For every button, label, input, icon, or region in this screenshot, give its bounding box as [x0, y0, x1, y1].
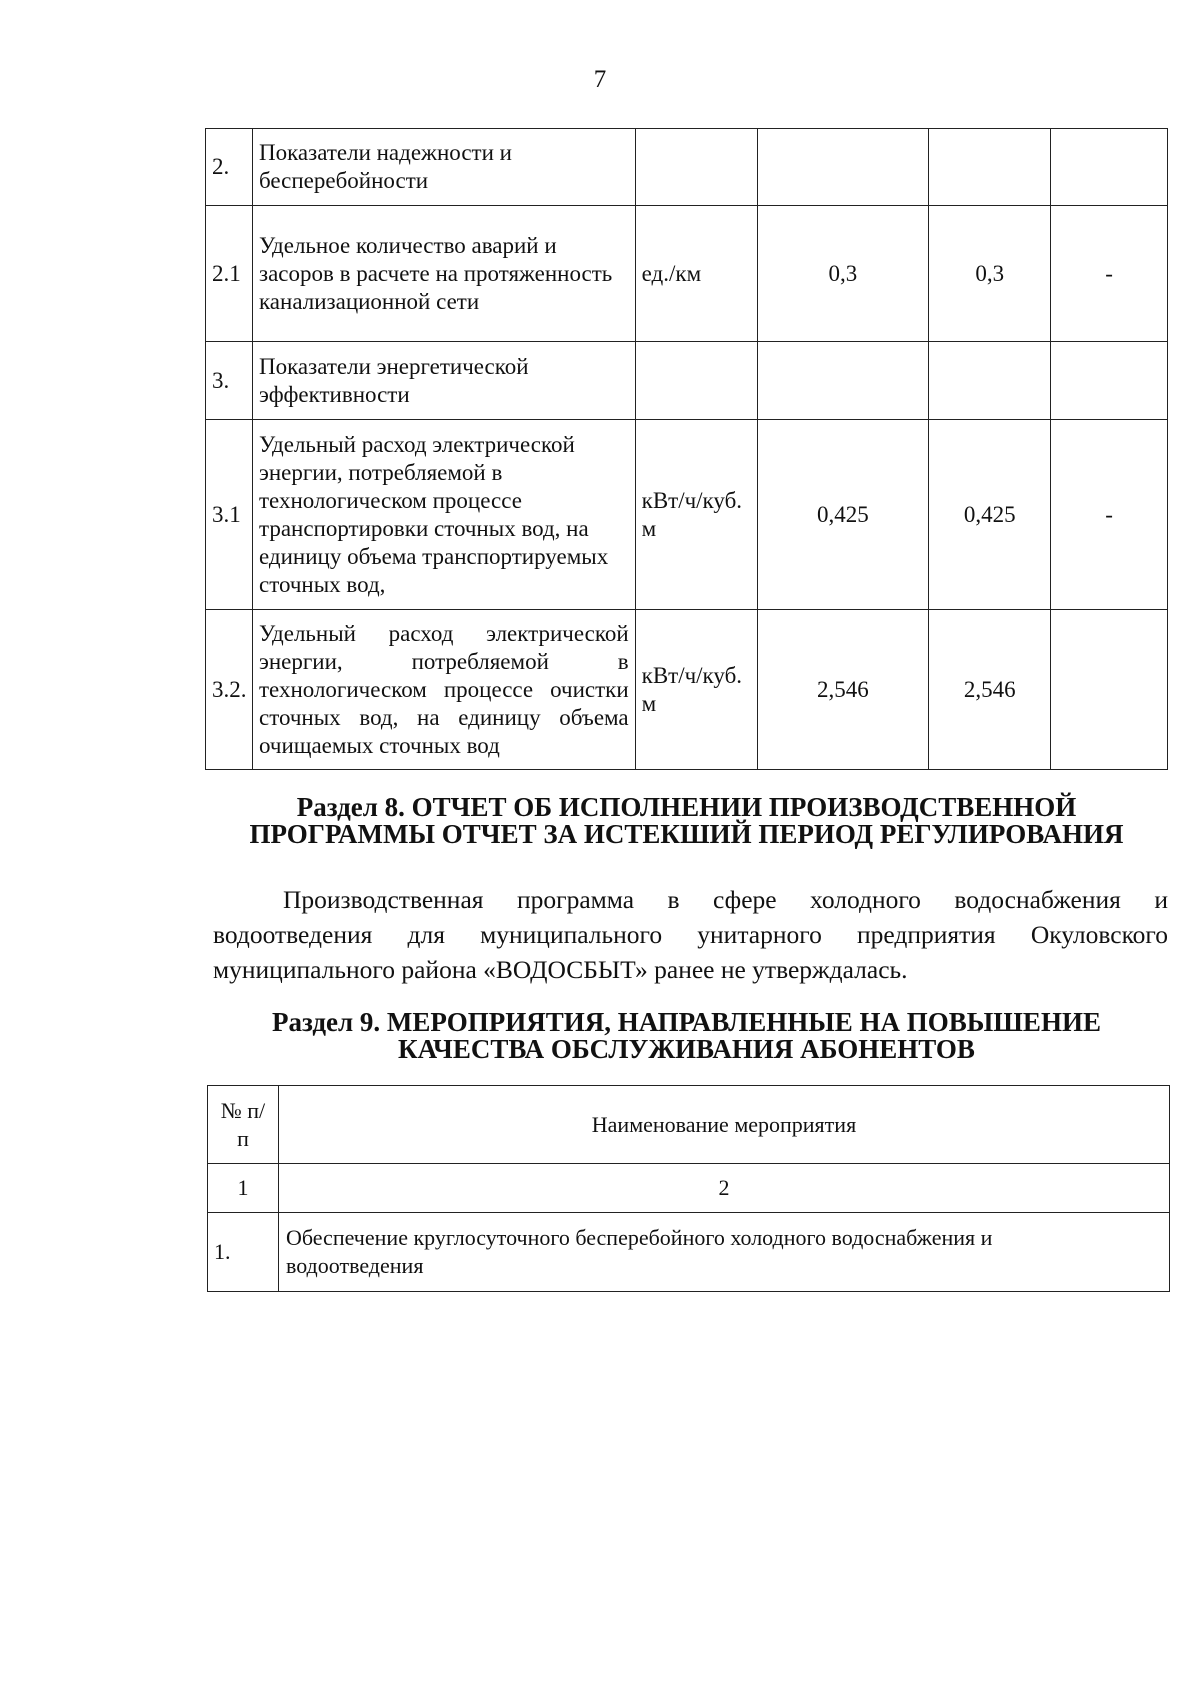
column-header-name: Наименование мероприятия — [278, 1086, 1169, 1164]
row-number: 3. — [206, 342, 253, 420]
indicator-value-2: 0,425 — [929, 420, 1051, 610]
table-row — [206, 342, 1168, 420]
indicator-unit: кВт/ч/куб. м — [635, 420, 757, 610]
column-index-name: 2 — [278, 1164, 1169, 1213]
indicator-value-3: - — [1051, 206, 1168, 342]
indicator-unit — [635, 129, 757, 206]
indicator-value-3 — [1051, 342, 1168, 420]
indicator-name: Показатели энергетической эффективности — [252, 342, 635, 420]
indicator-value-1 — [757, 342, 929, 420]
indicator-unit: ед./км — [635, 206, 757, 342]
indicator-name: Удельное количество аварий и засоров в расчете на протяженность канализационной сети — [252, 206, 635, 342]
event-number: 1. — [208, 1213, 279, 1292]
table-row — [206, 610, 1168, 770]
indicator-value-2 — [929, 129, 1051, 206]
indicator-name: Показатели надежности и бесперебойности — [252, 129, 635, 206]
indicator-value-1: 0,3 — [757, 206, 929, 342]
page-number: 7 — [593, 66, 607, 93]
event-name: Обеспечение круглосуточного бесперебойного холодного водоснабжения и водоотведения — [278, 1213, 1169, 1292]
indicator-value-3: - — [1051, 420, 1168, 610]
table-row — [206, 129, 1168, 206]
indicators-table — [205, 128, 1168, 770]
section-9-title-line-1: Раздел 9. МЕРОПРИЯТИЯ, НАПРАВЛЕННЫЕ НА ПОВЫШЕНИЕ — [272, 1007, 1101, 1037]
column-index-number: 1 — [208, 1164, 279, 1213]
section-8-paragraph: Производственная программа в сфере холодного водоснабжения и водоотведения для муниципального унитарного предприятия Окуловского муниципального района «ВОДОСБЫТ» ранее не утверждалась. — [213, 885, 1168, 984]
indicator-value-2 — [929, 342, 1051, 420]
indicator-value-1: 0,425 — [757, 420, 929, 610]
table-row — [206, 420, 1168, 610]
indicator-name: Удельный расход электрической энергии, потребляемой в технологическом процессе транспортировки сточных вод, на единицу объема транспортируемых сточных вод, — [252, 420, 635, 610]
section-9-title — [205, 1009, 1168, 1063]
indicator-value-2: 2,546 — [929, 610, 1051, 770]
indicator-unit — [635, 342, 757, 420]
section-9-title-line-2: КАЧЕСТВА ОБСЛУЖИВАНИЯ АБОНЕНТОВ — [398, 1034, 975, 1064]
section-8-title-line-2: ПРОГРАММЫ ОТЧЕТ ЗА ИСТЕКШИЙ ПЕРИОД РЕГУЛИРОВАНИЯ — [249, 819, 1124, 849]
table-index-row — [208, 1164, 1170, 1213]
indicator-value-2: 0,3 — [929, 206, 1051, 342]
indicator-name: Удельный расход электрической энергии, потребляемой в технологическом процессе очистки сточных вод, на единицу объема очищаемых сточных вод — [252, 610, 635, 770]
table-header-row — [208, 1086, 1170, 1164]
column-header-number: № п/п — [208, 1086, 279, 1164]
events-table — [207, 1085, 1170, 1292]
indicator-value-3 — [1051, 129, 1168, 206]
indicator-value-1: 2,546 — [757, 610, 929, 770]
row-number: 2. — [206, 129, 253, 206]
indicator-value-3 — [1051, 610, 1168, 770]
section-8-title-line-1: Раздел 8. ОТЧЕТ ОБ ИСПОЛНЕНИИ ПРОИЗВОДСТВЕННОЙ — [296, 792, 1077, 822]
section-8-title — [205, 794, 1168, 848]
row-number: 3.2. — [206, 610, 253, 770]
table-row — [206, 206, 1168, 342]
indicator-unit: кВт/ч/куб. м — [635, 610, 757, 770]
row-number: 3.1 — [206, 420, 253, 610]
table-row — [208, 1213, 1170, 1292]
indicator-value-1 — [757, 129, 929, 206]
row-number: 2.1 — [206, 206, 253, 342]
